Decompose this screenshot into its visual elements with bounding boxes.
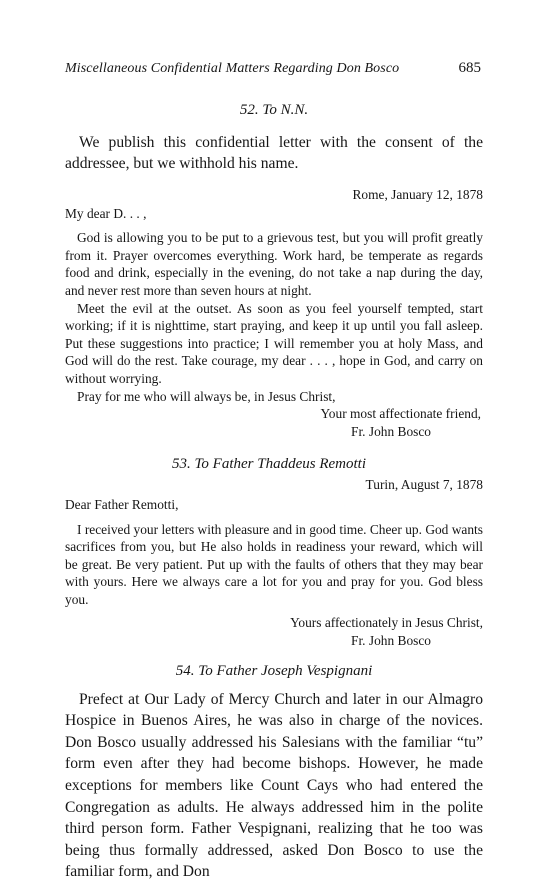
letter-53-closing-block [65, 614, 483, 649]
letter-53-dateline: Turin, August 7, 1878 [365, 477, 483, 493]
letter-53-heading: 53. To Father Thaddeus Remotti [171, 456, 367, 473]
letter-52-closing: Your most affectionate friend, [320, 406, 481, 422]
letter-52-intro: We publish this confidential letter with the consent of the addressee, but we withhold his name. [65, 134, 483, 172]
letter-53-paragraph-1: I received your letters with pleasure and in good time. Cheer up. God wants sacrifices from you, but He also holds in readiness your reward, which will be great. Be very patient. Put up with the faults of others that they may bear with yours. Here we always care a lot for you and pray for you. God bless you. [65, 521, 483, 607]
book-page [65, 60, 483, 883]
letter-52-paragraph-1: God is allowing you to be put to a grievous test, but you will profit greatly from it. Prayer overcomes everything. Work hard, be temperate as regards food and drink, especially in the evening, do not take a nap during the day, and never rest more than seven hours at night. [65, 230, 483, 298]
letter-52-heading: 52. To N.N. [239, 102, 309, 118]
letter-52-salutation: My dear D. . . , [65, 205, 147, 221]
running-title: Miscellaneous Confidential Matters Regarding Don Bosco [65, 61, 400, 76]
letter-54-heading: 54. To Father Joseph Vespignani [175, 662, 373, 679]
letter-53-salutation: Dear Father Remotti, [65, 496, 179, 512]
letter-52-paragraph-2: Meet the evil at the outset. As soon as you feel yourself tempted, start working; if it is nighttime, start praying, and keep it up until you fall asleep. Put these suggestions into practice; I will remember you at holy Mass, and God will do the rest. Take courage, my dear . . . , hope in God, and carry on without worrying. [65, 300, 483, 386]
letter-52-dateline: Rome, January 12, 1878 [352, 187, 483, 202]
letter-52-closing-block [65, 405, 483, 440]
letter-53-closing: Yours affectionately in Jesus Christ, [290, 615, 483, 631]
page-number: 685 [458, 60, 481, 76]
letter-53-signature: Fr. John Bosco [351, 633, 431, 649]
letter-52-paragraph-3: Pray for me who will always be, in Jesus Christ, [77, 388, 336, 404]
letter-52-signature: Fr. John Bosco [351, 423, 431, 439]
running-head [65, 60, 483, 77]
letter-54-intro: Prefect at Our Lady of Mercy Church and later in our Almagro Hospice in Buenos Aires, he was also in charge of the novices. Don Bosco usually addressed his Salesians with the familiar “tu” form even after they had become bishops. However, he made exceptions for members like Count Cays who had entered the Congregation as adults. He always addressed him in the polite third person form. Father Vespignani, realizing that he too was being thus formally addressed, asked Don Bosco to use the familiar form, and Don [65, 690, 483, 881]
